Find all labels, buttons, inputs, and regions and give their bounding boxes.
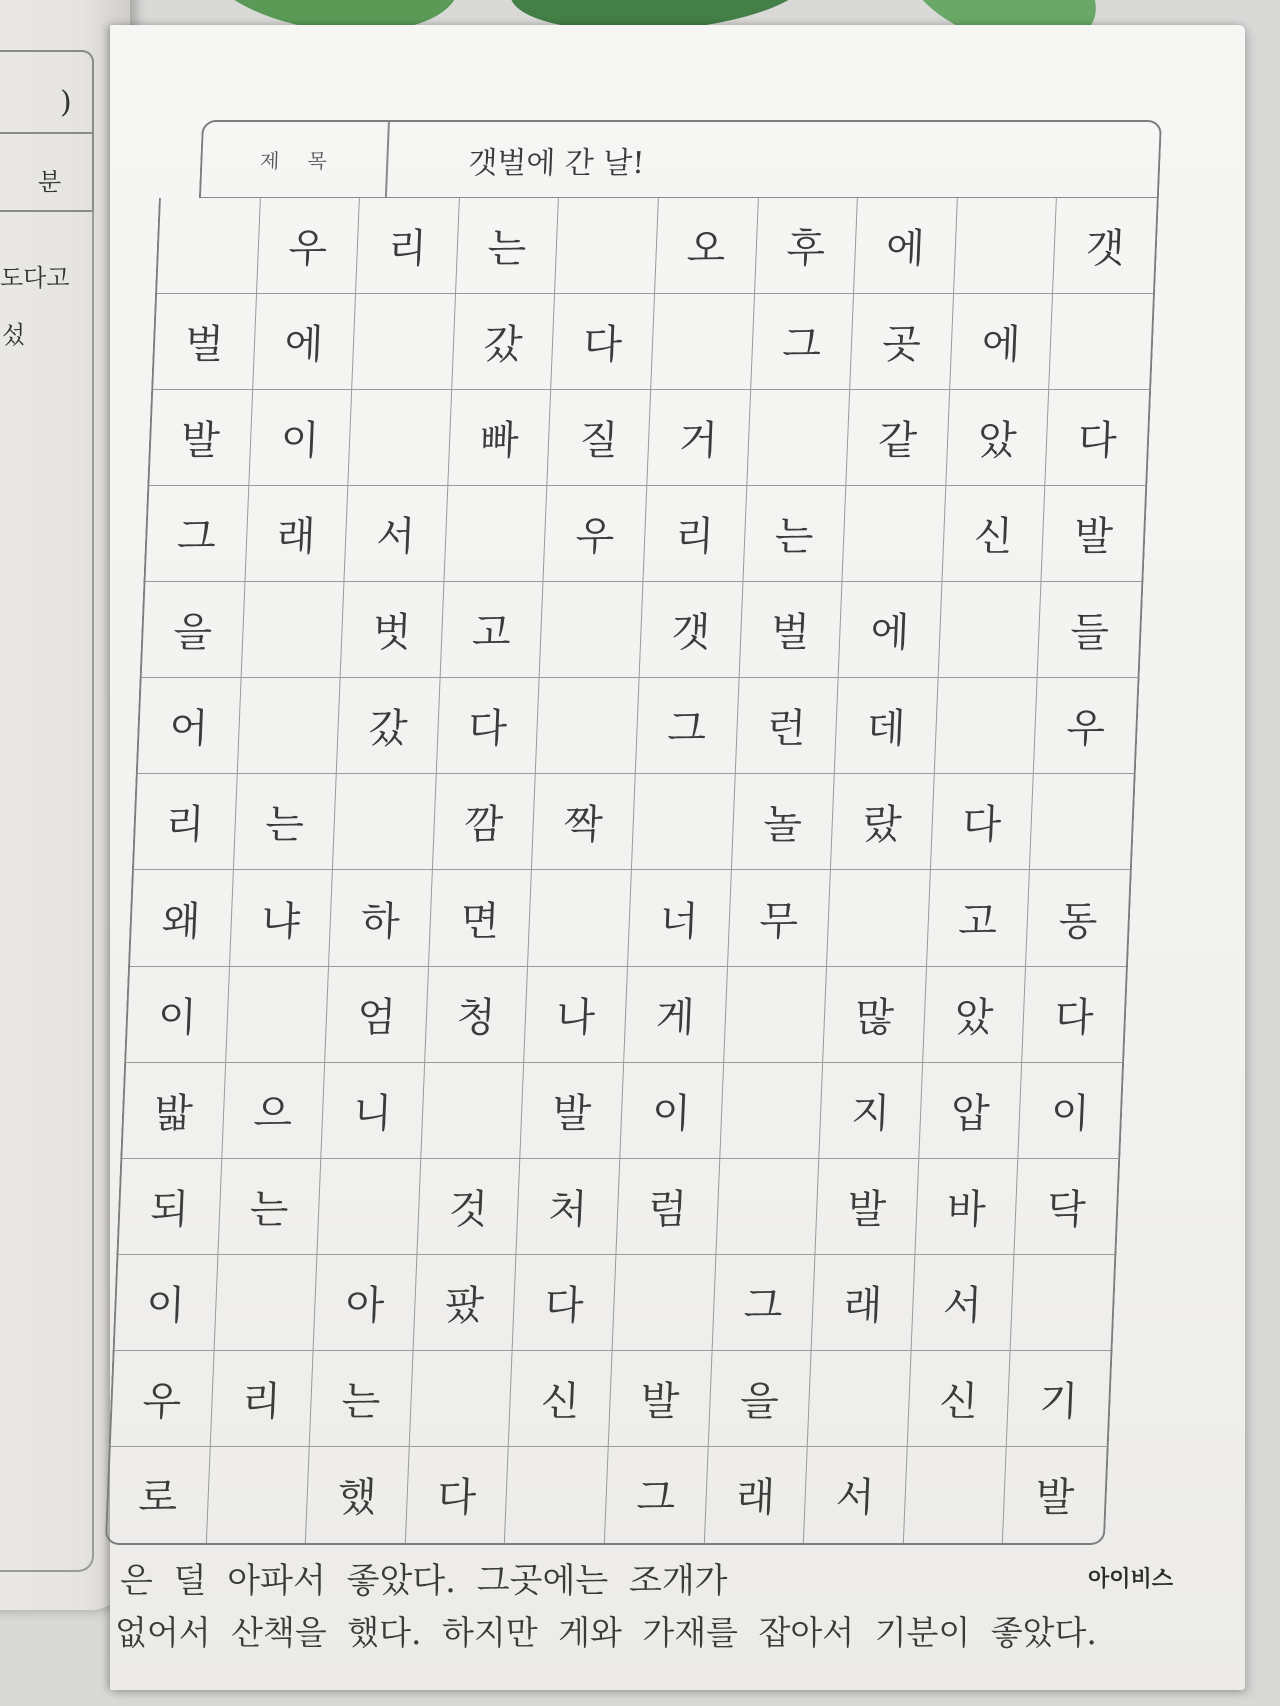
grid-cell: 아 <box>314 1255 417 1351</box>
grid-cell <box>421 1063 524 1159</box>
grid-cell: 많 <box>823 967 926 1063</box>
grid-cell <box>843 486 946 582</box>
grid-cell: 리 <box>210 1351 313 1447</box>
grid-cell: 이 <box>126 967 229 1063</box>
grid-cell <box>724 967 827 1063</box>
grid-cell: 다 <box>406 1447 509 1543</box>
grid-cell: 거 <box>647 390 750 486</box>
grid-cell: 놀 <box>731 774 834 870</box>
grid-cell: 우 <box>1034 678 1137 774</box>
grid-cell <box>555 198 658 294</box>
grid-cell <box>808 1351 911 1447</box>
grid-cell: 오 <box>655 198 758 294</box>
grid-cell: 다 <box>1046 390 1149 486</box>
grid-cell: 래 <box>245 486 348 582</box>
grid-cell: 에 <box>854 198 957 294</box>
grid-cell: 질 <box>548 390 651 486</box>
left-page-paren: ) <box>60 85 72 120</box>
grid-cell: 우 <box>257 198 360 294</box>
left-page-bun: 분 <box>38 168 62 196</box>
grid-cell: 우 <box>544 486 647 582</box>
grid-cell: 을 <box>142 582 245 678</box>
grid-cell: 서 <box>345 486 448 582</box>
grid-cell <box>1011 1255 1114 1351</box>
grid-cell: 고 <box>927 870 1030 966</box>
grid-cell <box>505 1447 608 1543</box>
grid-cell: 이 <box>620 1063 723 1159</box>
title-header <box>199 120 1162 198</box>
grid-cell <box>938 582 1041 678</box>
grid-cell: 발 <box>521 1063 624 1159</box>
grid-cell: 는 <box>743 486 846 582</box>
grid-cell: 빠 <box>448 390 551 486</box>
grid-cell: 래 <box>704 1447 807 1543</box>
grid-cell: 무 <box>728 870 831 966</box>
grid-cell <box>720 1063 823 1159</box>
grid-cell: 에 <box>950 294 1053 390</box>
manuscript-grid <box>105 198 1159 1545</box>
grid-cell: 럼 <box>616 1159 719 1255</box>
grid-cell: 이 <box>1019 1063 1122 1159</box>
grid-cell: 후 <box>755 198 858 294</box>
grid-cell: 그 <box>712 1255 815 1351</box>
grid-cell: 냐 <box>230 870 333 966</box>
grid-cell: 로 <box>107 1447 210 1543</box>
grid-cell: 갔 <box>337 678 440 774</box>
grid-cell: 으 <box>222 1063 325 1159</box>
grid-cell <box>954 198 1057 294</box>
grid-cell: 는 <box>233 774 336 870</box>
grid-cell: 것 <box>417 1159 520 1255</box>
grid-cell: 청 <box>425 967 528 1063</box>
grid-cell <box>237 678 340 774</box>
grid-cell: 닥 <box>1015 1159 1118 1255</box>
grid-cell: 다 <box>931 774 1034 870</box>
left-page-box <box>0 50 94 134</box>
grid-cell <box>206 1447 309 1543</box>
grid-cell: 게 <box>624 967 727 1063</box>
grid-cell: 는 <box>456 198 559 294</box>
grid-cell: 발 <box>149 390 252 486</box>
grid-cell <box>333 774 436 870</box>
grid-cell <box>318 1159 421 1255</box>
grid-cell <box>226 967 329 1063</box>
grid-cell: 신 <box>509 1351 612 1447</box>
grid-cell: 고 <box>440 582 543 678</box>
grid-cell <box>632 774 735 870</box>
grid-cell <box>747 390 850 486</box>
grid-cell <box>540 582 643 678</box>
grid-cell: 압 <box>919 1063 1022 1159</box>
grid-cell: 발 <box>609 1351 712 1447</box>
grid-cell <box>1030 774 1133 870</box>
grid-cell: 기 <box>1007 1351 1110 1447</box>
grid-cell: 데 <box>835 678 938 774</box>
manuscript-sheet <box>105 120 1162 1545</box>
grid-cell: 엄 <box>325 967 428 1063</box>
grid-cell: 리 <box>643 486 746 582</box>
grid-cell <box>613 1255 716 1351</box>
grid-cell <box>241 582 344 678</box>
grid-cell: 래 <box>812 1255 915 1351</box>
diary-title: 갯벌에 간 날! <box>467 145 646 181</box>
grid-cell: 에 <box>839 582 942 678</box>
grid-cell: 처 <box>517 1159 620 1255</box>
grid-cell <box>444 486 547 582</box>
grid-cell: 밟 <box>122 1063 225 1159</box>
grid-cell <box>935 678 1038 774</box>
brand-logo: 아이비스 <box>1087 1567 1173 1592</box>
grid-cell: 에 <box>253 294 356 390</box>
grid-cell: 런 <box>735 678 838 774</box>
grid-cell: 갔 <box>452 294 555 390</box>
grid-cell <box>214 1255 317 1351</box>
grid-cell: 신 <box>942 486 1045 582</box>
grid-cell: 는 <box>218 1159 321 1255</box>
grid-cell: 우 <box>111 1351 214 1447</box>
grid-cell: 곳 <box>850 294 953 390</box>
grid-cell: 벌 <box>739 582 842 678</box>
grid-cell <box>651 294 754 390</box>
grid-cell: 팠 <box>413 1255 516 1351</box>
grid-cell: 어 <box>138 678 241 774</box>
grid-cell: 이 <box>115 1255 218 1351</box>
grid-cell <box>528 870 631 966</box>
grid-cell: 했 <box>306 1447 409 1543</box>
grid-cell: 랐 <box>831 774 934 870</box>
grid-cell: 들 <box>1038 582 1141 678</box>
grid-cell: 깜 <box>433 774 536 870</box>
grid-cell: 았 <box>923 967 1026 1063</box>
grid-cell: 발 <box>1034 1475 1076 1522</box>
grid-cell: 다 <box>513 1255 616 1351</box>
grid-cell: 그 <box>636 678 739 774</box>
grid-cell: 서 <box>911 1255 1014 1351</box>
grid-cell: 동 <box>1026 870 1129 966</box>
grid-cell: 되 <box>118 1159 221 1255</box>
grid-cell: 다 <box>1023 967 1126 1063</box>
grid-cell: 리 <box>356 198 459 294</box>
grid-cell: 그 <box>751 294 854 390</box>
handwriting-line: 없어서 산책을 했다. 하지만 게와 가재를 잡아서 기분이 좋았다. <box>115 1613 1097 1652</box>
grid-cell: 리 <box>134 774 237 870</box>
grid-cell <box>827 870 930 966</box>
grid-cell: 서 <box>804 1447 907 1543</box>
grid-cell: 갯 <box>1053 198 1156 294</box>
title-label-mok: 목 <box>306 149 330 173</box>
grid-cell: 다 <box>437 678 540 774</box>
grid-cell <box>716 1159 819 1255</box>
grid-cell <box>157 198 260 294</box>
grid-cell: 벌 <box>153 294 256 390</box>
grid-cell: 그 <box>605 1447 708 1543</box>
grid-cell: 짝 <box>532 774 635 870</box>
grid-cell: 나 <box>525 967 628 1063</box>
grid-cell: 갯 <box>640 582 743 678</box>
grid-cell: 지 <box>819 1063 922 1159</box>
grid-cell: 다 <box>552 294 655 390</box>
grid-cell: 그 <box>145 486 248 582</box>
grid-cell: 을 <box>708 1351 811 1447</box>
title-label-je: 제 <box>259 149 282 173</box>
title-label <box>201 122 390 197</box>
grid-cell: 왜 <box>130 870 233 966</box>
grid-cell: 는 <box>310 1351 413 1447</box>
grid-cell <box>1050 294 1153 390</box>
grid-cell <box>904 1447 1007 1543</box>
grid-cell <box>536 678 639 774</box>
left-page-frame <box>0 210 94 1572</box>
grid-cell: 이 <box>249 390 352 486</box>
grid-cell <box>352 294 455 390</box>
grid-cell <box>348 390 451 486</box>
grid-cell: 같 <box>846 390 949 486</box>
grid-cell: 았 <box>946 390 1049 486</box>
grid-cell: 벗 <box>341 582 444 678</box>
grid-cell: 니 <box>321 1063 424 1159</box>
grid-cell: 면 <box>429 870 532 966</box>
grid-cell: 발 <box>1042 486 1145 582</box>
grid-cell: 바 <box>915 1159 1018 1255</box>
notebook-page <box>110 25 1245 1690</box>
grid-cell: 너 <box>628 870 731 966</box>
grid-cell: 발 <box>816 1159 919 1255</box>
grid-cell <box>410 1351 513 1447</box>
handwriting-line: 은 덜 아파서 좋았다. 그곳에는 조개가 <box>120 1561 728 1601</box>
grid-cell: 하 <box>329 870 432 966</box>
left-page-scribble: 도다고 <box>0 264 70 292</box>
grid-cell: 신 <box>908 1351 1011 1447</box>
left-page-scribble: 섰 <box>2 321 26 349</box>
